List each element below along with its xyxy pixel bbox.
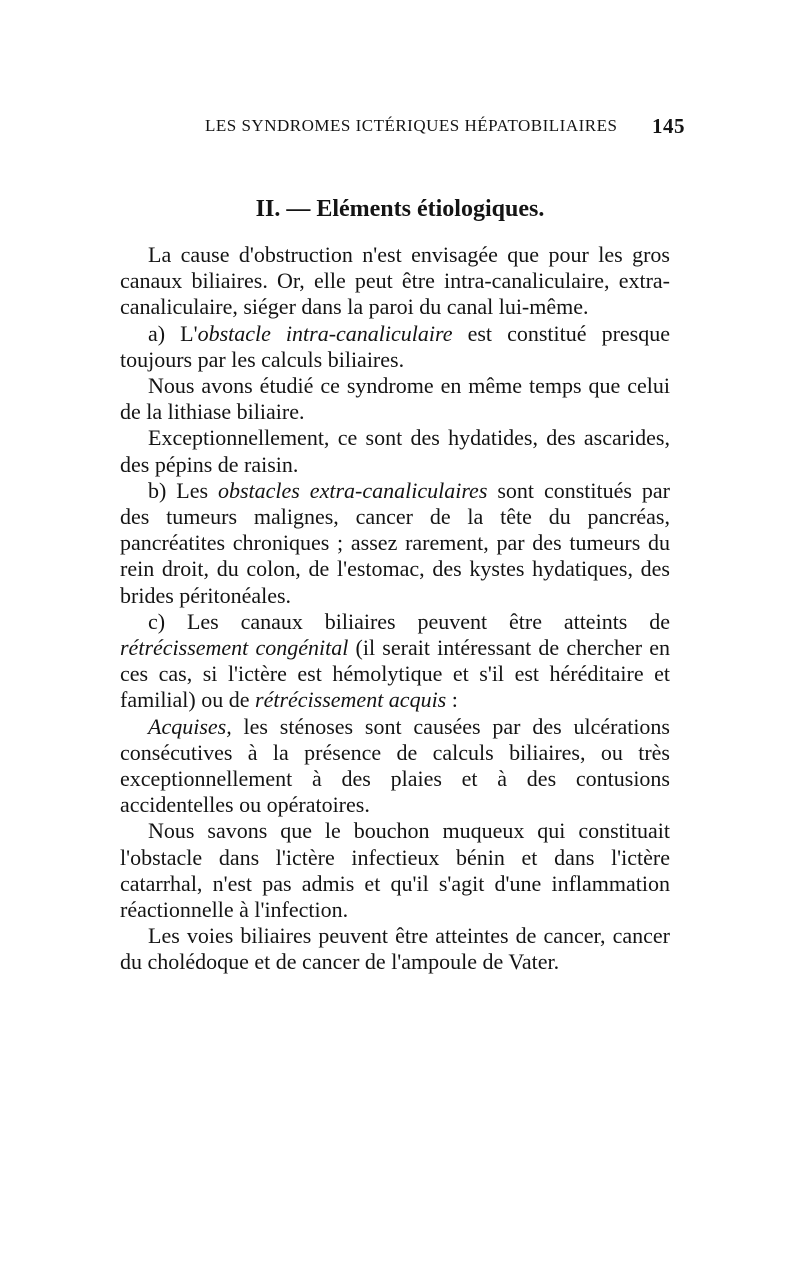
paragraph-8: Nous savons que le bouchon muqueux qui constituait l'obstacle dans l'ictère infectieux bénin et dans l'ictère catarrhal, n'est pas admis et qu'il s'agit d'une inflammation réactionnelle à l'infection. — [120, 818, 670, 923]
running-title: LES SYNDROMES ICTÉRIQUES HÉPATOBILIAIRES — [205, 116, 618, 135]
paragraph-2-rest: est constitué presque toujours par les calculs biliaires. — [120, 320, 670, 372]
paragraph-3: Nous avons étudié ce syndrome en même temps que celui de la lithiase biliaire. — [120, 373, 670, 425]
paragraph-9: Les voies biliaires peuvent être atteintes de cancer, cancer du cholédoque et de cancer de l'ampoule de Vater. — [120, 923, 670, 975]
paragraph-1: La cause d'obstruction n'est envisagée que pour les gros canaux biliaires. Or, elle peut être intra-canaliculaire, extra-canaliculaire, siéger dans la paroi du canal lui-même. — [120, 242, 670, 320]
paragraph-2-lead: a) L' — [148, 320, 198, 346]
page-number: 145 — [652, 114, 685, 138]
section-title: II. — Eléments étiologiques. — [255, 196, 545, 222]
paragraph-5-rest: sont constitués par des tumeurs malignes, cancer de la tête du pancréas, pancréatites chroniques ; assez rarement, par des tumeurs du rein droit, du colon, de l'estomac, des kystes hydatiques, des brides péritonéales. — [120, 477, 670, 608]
paragraph-5 — [120, 478, 670, 609]
paragraph-2-term: obstacle intra-canaliculaire — [197, 320, 453, 346]
paragraph-7 — [120, 714, 670, 819]
paragraph-6-lead: c) Les canaux biliaires peuvent être atteints de — [148, 608, 670, 634]
paragraph-7-rest: les sténoses sont causées par des ulcérations consécutives à la présence de calculs biliaires, ou très exceptionnellement à des plaies et à des contusions accidentelles ou opératoires. — [120, 713, 670, 818]
body-text — [120, 242, 670, 976]
paragraph-7-term: Acquises, — [148, 713, 232, 739]
paragraph-6-term-1: rétrécissement congénital — [120, 635, 349, 661]
paragraph-2 — [120, 321, 670, 373]
paragraph-6-term-2: rétrécissement acquis — [255, 687, 447, 713]
running-head — [205, 116, 685, 136]
paragraph-5-lead: b) Les — [148, 477, 218, 503]
paragraph-6-mid: (il serait intéressant de chercher en ces cas, si l'ictère est hémolytique et s'il est héréditaire et familial) ou de — [120, 635, 670, 713]
paragraph-6-end: : — [446, 687, 458, 713]
paragraph-6 — [120, 609, 670, 714]
paragraph-5-term: obstacles extra-canaliculaires — [217, 477, 488, 503]
paragraph-4: Exceptionnellement, ce sont des hydatides, des ascarides, des pépins de raisin. — [120, 425, 670, 477]
